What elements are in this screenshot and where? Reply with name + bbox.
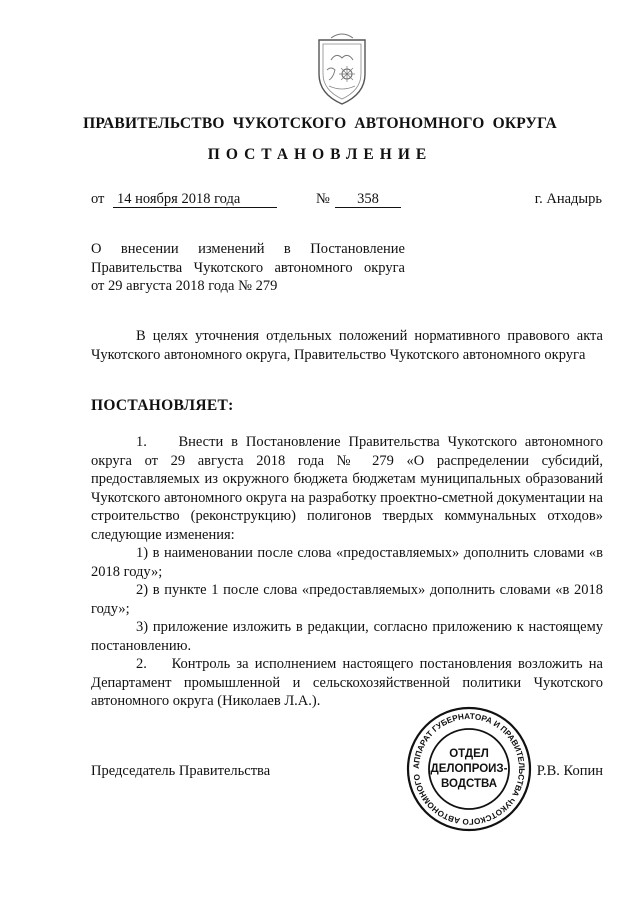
signatory-name: Р.В. Копин <box>536 763 603 779</box>
coat-of-arms-emblem <box>309 30 375 108</box>
subject-line-2: Правительства Чукотского автономного округа <box>91 259 405 276</box>
resolve-heading: ПОСТАНОВЛЯЕТ: <box>91 397 234 414</box>
decree-date: 14 ноября 2018 года <box>113 191 277 208</box>
decree-subject <box>91 240 405 296</box>
item-2: 2. Контроль за исполнением настоящего постановления возложить на Департамент промышленной и сельскохозяйственной политики Чукотского автономного округа (Николаев Л.А.). <box>91 656 603 709</box>
subject-line-1: О внесении изменений в Постановление <box>91 241 405 257</box>
signatory-position: Председатель Правительства <box>91 763 271 779</box>
office-stamp <box>405 705 533 833</box>
decree-number: 358 <box>335 191 401 208</box>
government-title: ПРАВИТЕЛЬСТВО ЧУКОТСКОГО АВТОНОМНОГО ОКРУГА <box>83 115 557 132</box>
city: г. Анадырь <box>534 191 602 207</box>
item-1-subitem-3: 3) приложение изложить в редакции, согласно приложению к настоящему постановлению. <box>91 619 603 654</box>
decree-title: ПОСТАНОВЛЕНИЕ <box>207 146 433 163</box>
stamp-ring-text: АППАРАТ ГУБЕРНАТОРА И ПРАВИТЕЛЬСТВА ЧУКОТСКОГО АВТОНОМНОГО <box>411 711 527 827</box>
item-1-subitem-1: 1) в наименовании после слова «предоставляемых» дополнить словами «в 2018 году»; <box>91 545 603 580</box>
decree-body <box>91 433 603 711</box>
stamp-line-1: ОТДЕЛ <box>449 747 489 760</box>
date-number-row <box>91 191 602 211</box>
stamp-line-2: ДЕЛОПРОИЗ- <box>430 762 508 775</box>
stamp-center <box>405 705 533 833</box>
item-1-subitem-2: 2) в пункте 1 после слова «предоставляемых» дополнить словами «в 2018 году»; <box>91 582 603 617</box>
stamp-line-3: ВОДСТВА <box>440 777 498 790</box>
number-label: № <box>316 191 330 207</box>
item-1: 1. Внести в Постановление Правительства Чукотского автономного округа от 29 августа 2018 года № 279 «О распределении субсидий, предоставляемых из окружного бюджета бюджетам муниципальных образований Чукотского автономного округа на разработку проектно-сметной документации на строительство (реконструкцию) полигонов твердых коммунальных отходов» следующие изменения: <box>91 434 603 543</box>
from-label: от <box>91 191 105 207</box>
subject-line-3: от 29 августа 2018 года № 279 <box>91 278 278 294</box>
preamble-paragraph: В целях уточнения отдельных положений нормативного правового акта Чукотского автономного округа, Правительство Чукотского автономного округа <box>91 328 603 363</box>
